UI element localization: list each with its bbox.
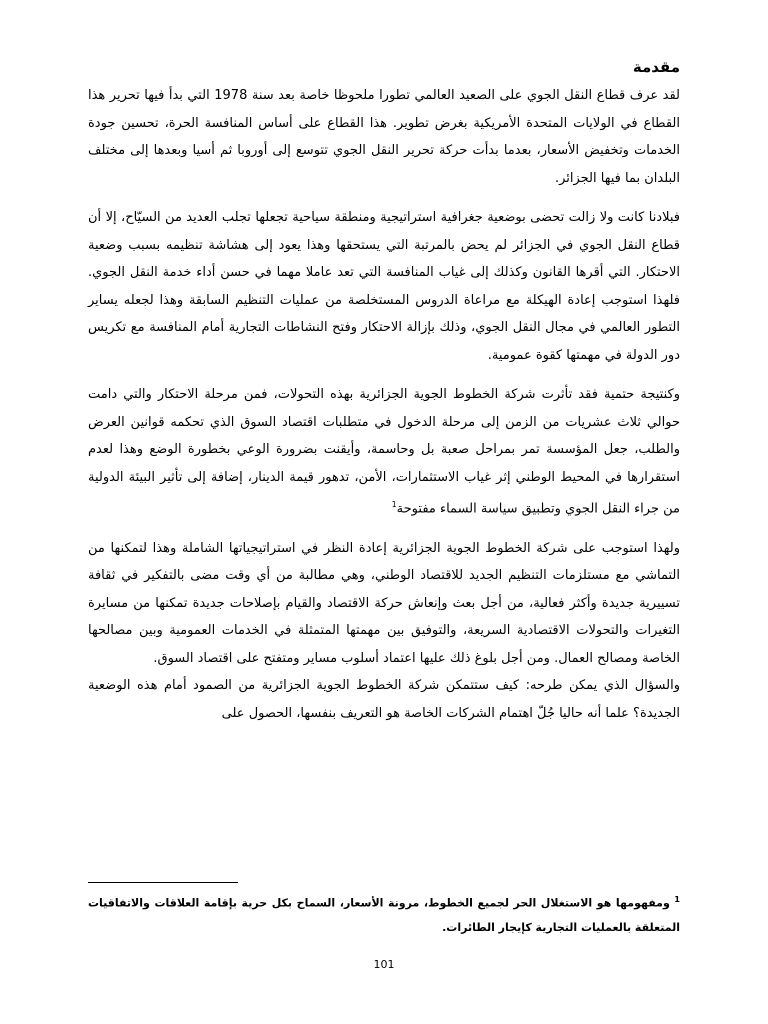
footnote-separator [88, 882, 238, 883]
footnote-number: 1 [674, 895, 680, 904]
paragraph-2: فبلادنا كانت ولا زالت تحضى بوضعية جغرافية استراتيجية ومنطقة سياحية تجعلها تجلب العديد من السيّاح، إلا أن قطاع النقل الجوي في الجزائر لم يحض بالمرتبة التي يستحقها وهذا يعود إلى هشاشة تنظيمه بسبب وضعية الاحتكار. التي أقرها القانون وكذلك إلى غياب المنافسة التي تعد عاملا مهما في حسن أداء خدمة النقل الجوي. فلهذا استوجب إعادة الهيكلة مع مراعاة الدروس المستخلصة من عمليات التنظيم السابقة وهذا لجعله يساير التطور العالمي في مجال النقل الجوي، وذلك بإزالة الاحتكار وفتح النشاطات التجارية أمام المنافسة مع تكريس دور الدولة في مهمتها كقوة عمومية. [88, 210, 680, 363]
paragraph-3 [88, 381, 680, 523]
document-body [88, 58, 680, 727]
paragraph-3-text: وكنتيجة حتمية فقد تأثرت شركة الخطوط الجوية الجزائرية بهذه التحولات، فمن مرحلة الاحتكار والتي دامت حوالي ثلاث عشريات من الزمن إلى مرحلة الدخول في متطلبات اقتصاد السوق الذي تحكمه قوانين العرض والطلب، جعل المؤسسة تمر بمراحل صعبة بل وحاسمة، وأيقنت بضرورة الوعي بخطورة الوضع وهذا لعدم استقرارها في المحيط الوطني إثر غياب الاستثمارات، الأمن، تدهور قيمة الدينار، إضافة إلى تأثير البيئة الدولية من جراء النقل الجوي وتطبيق سياسة السماء مفتوحة [88, 387, 680, 517]
paragraph-5: والسؤال الذي يمكن طرحه: كيف ستتمكن شركة الخطوط الجوية الجزائرية من الصمود أمام هذه الوضعية الجديدة؟ علما أنه حاليا جُلّ اهتمام الشركات الخاصة هو التعريف بنفسها، الحصول على [88, 678, 680, 721]
footnote [88, 888, 680, 940]
footnote-reference: 1 [391, 500, 397, 509]
paragraph-1: لقد عرف قطاع النقل الجوي على الصعيد العالمي تطورا ملحوظا خاصة بعد سنة 1978 التي بدأ فيها تحرير هذا القطاع في الولايات المتحدة الأمريكية بغرض تطوير. هذا القطاع على أساس المنافسة الحرة، تحسين جودة الخدمات وتخفيض الأسعار، بعدما بدأت حركة تحرير النقل الجوي تتوسع إلى أوروبا ثم أسيا وبعدها إلى مختلف البلدان بما فيها الجزائر. [88, 88, 680, 186]
section-heading: مقدمة [632, 58, 680, 76]
paragraph-4: ولهذا استوجب على شركة الخطوط الجوية الجزائرية إعادة النظر في استراتيجياتها الشاملة وهذا لتمكنها من التماشي مع مستلزمات التنظيم الجديد للاقتصاد الوطني، وهي مطالبة من أي وقت مضى بالتفكير في ثقافة تسييرية جديدة وأكثر فعالية، من أجل بعث وإنعاش حركة الاقتصاد والقيام بإصلاحات جديدة تمكنها من مسايرة التغيرات والتحولات الاقتصادية السريعة، والتوفيق بين مهمتها المتمثلة في الخدمات العمومية وبين مصالحها الخاصة ومصالح العمال. ومن أجل بلوغ ذلك عليها اعتماد أسلوب مساير ومتفتح على اقتصاد السوق. [88, 540, 680, 666]
footnote-text: ومفهومها هو الاستغلال الحر لجميع الخطوط، مرونة الأسعار، السماح بكل حرية بإقامة العلاقات والاتفاقيات المتعلقة بالعمليات التجارية كإيجار الطائرات. [88, 896, 680, 934]
page-number: 101 [373, 958, 395, 971]
